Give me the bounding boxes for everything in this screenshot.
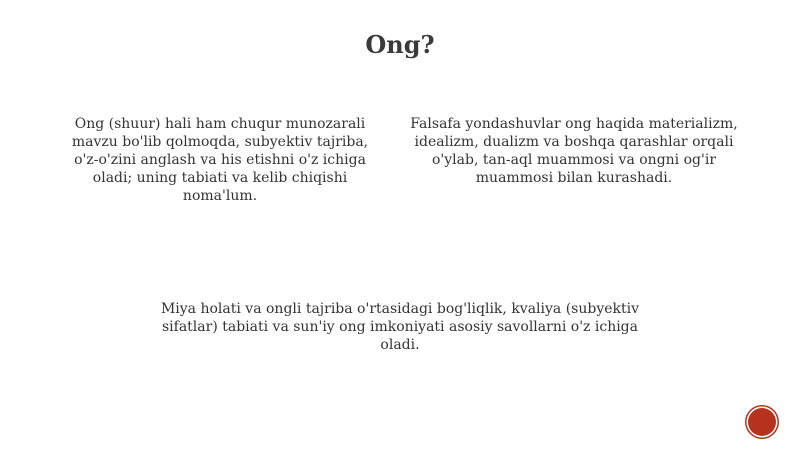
paragraph-left: Ong (shuur) hali ham chuqur munozarali mavzu bo'lib qolmoqda, subyektiv tajriba, o'z-o'zini anglash va his etishni o'z ichiga oladi; uning tabiati va kelib chiqishi noma'lum.: [71, 116, 369, 204]
paragraph-bottom: Miya holati va ongli tajriba o'rtasidagi bog'liqlik, kvaliya (subyektiv sifatlar) tabiati va sun'iy ong imkoniyati asosiy savollarni o'z ichiga oladi.: [160, 301, 640, 353]
slide-title: Ong?: [365, 30, 435, 59]
paragraph-right: Falsafa yondashuvlar ong haqida materializm, idealizm, dualizm va boshqa qarashlar orqali o'ylab, tan-aql muammosi va ongni og'ir muammosi bilan kurashadi.: [410, 116, 738, 186]
circle-button-icon[interactable]: [748, 408, 776, 436]
